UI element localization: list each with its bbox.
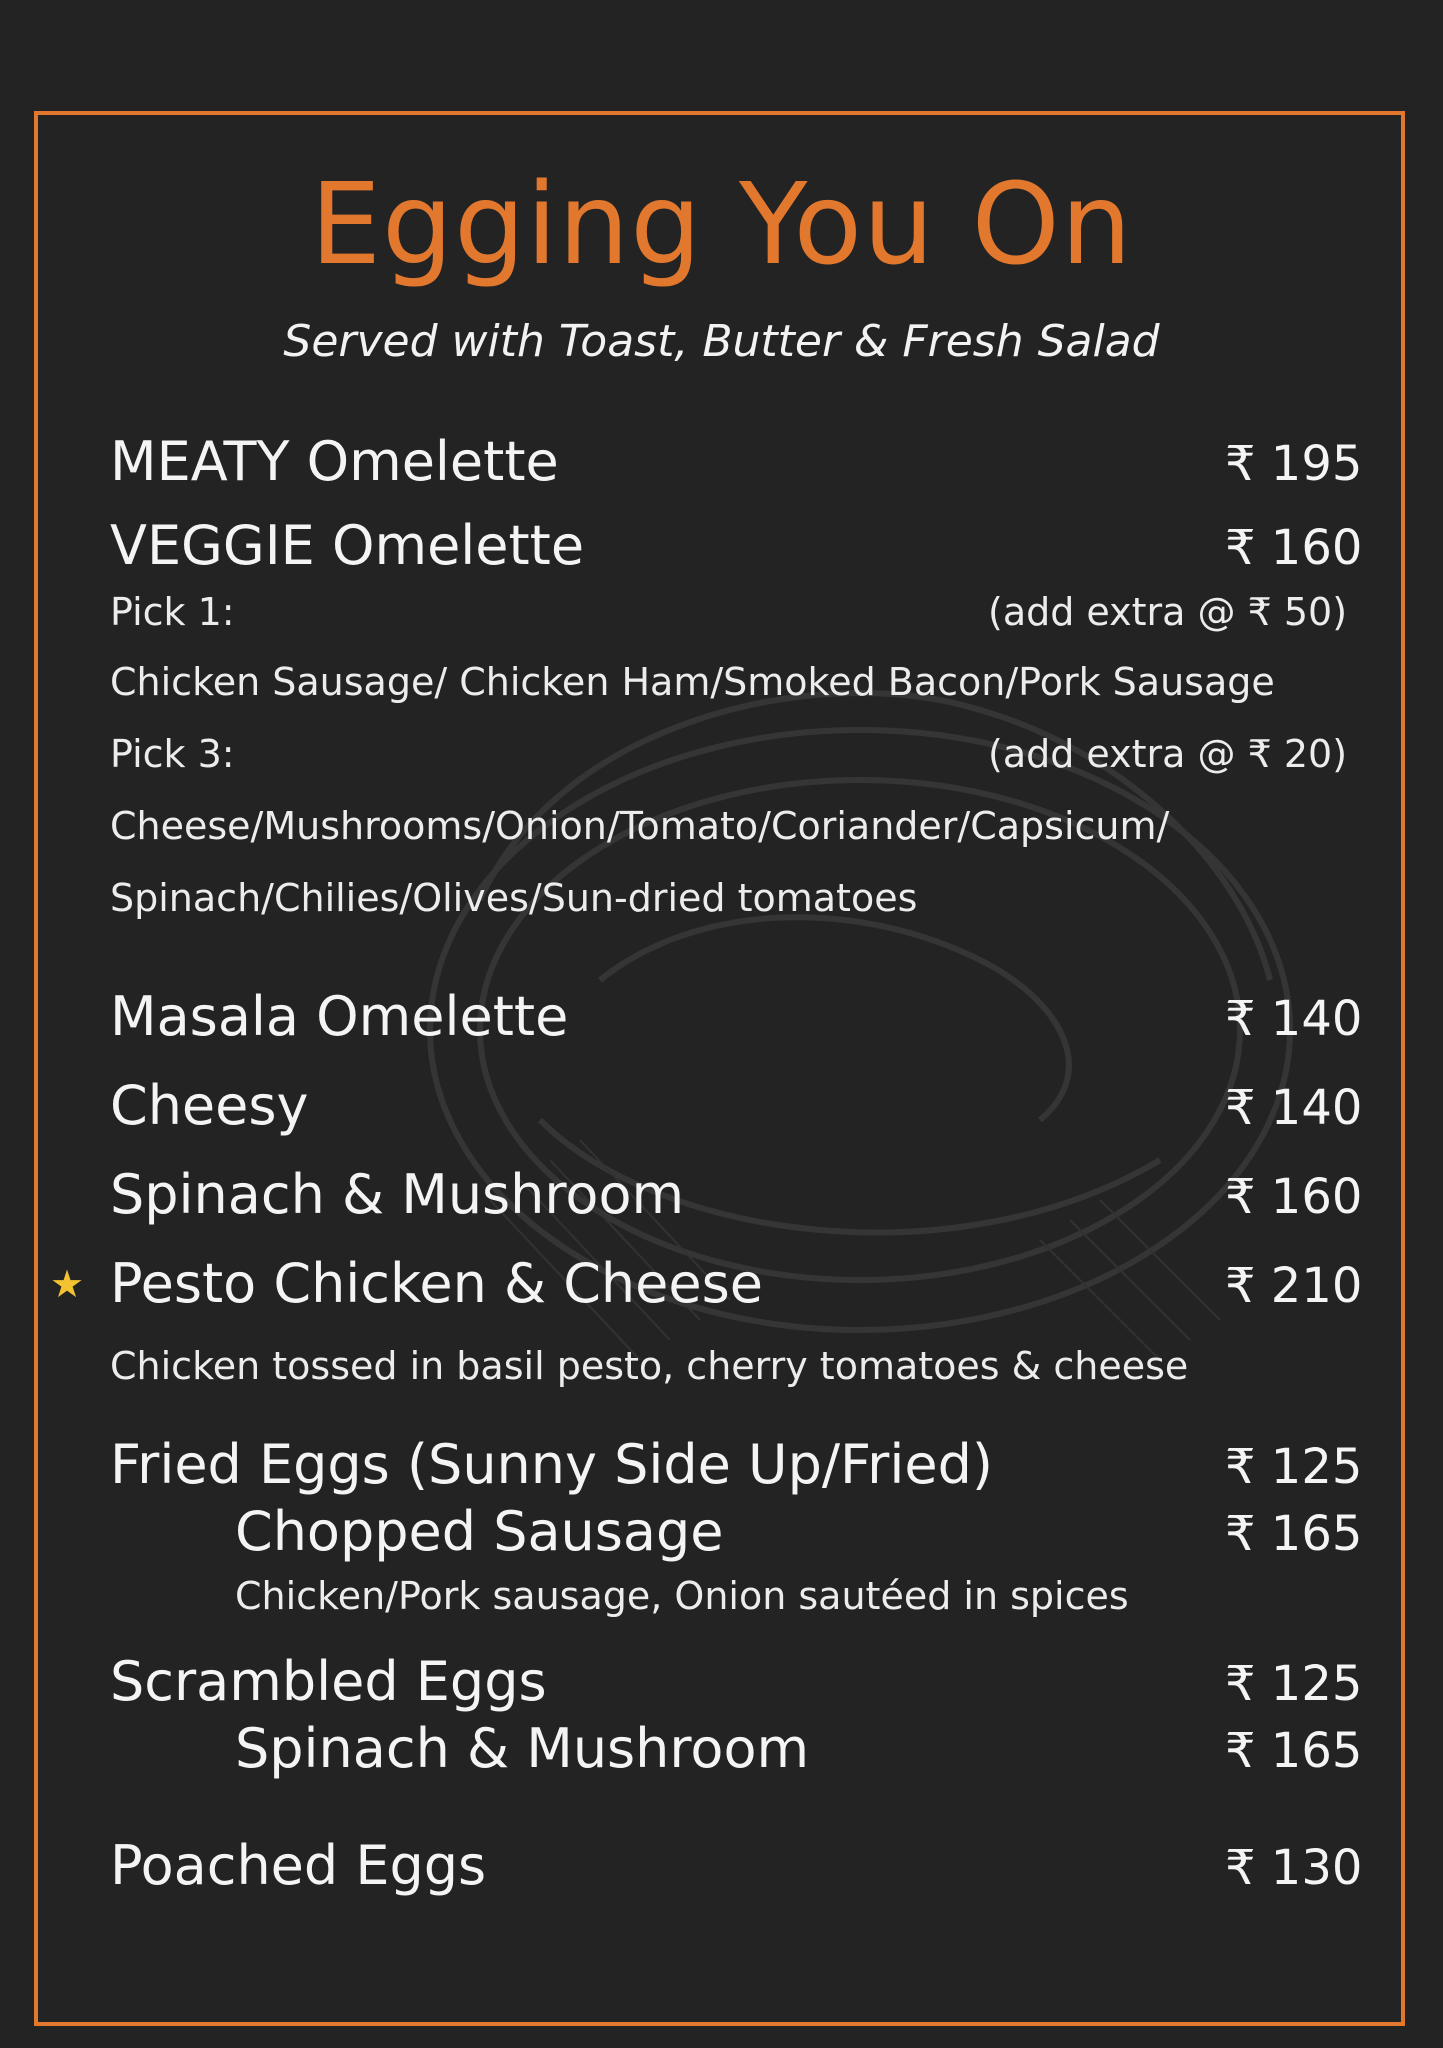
item-scrambled-spinach-mushroom: Spinach & Mushroom: [235, 1717, 810, 1780]
pick3-label: Pick 3:: [110, 732, 235, 776]
pick3-options-line1: Cheese/Mushrooms/Onion/Tomato/Coriander/Capsicum/: [110, 804, 1170, 848]
pick1-options: Chicken Sausage/ Chicken Ham/Smoked Bacon/Pork Sausage: [110, 660, 1275, 704]
page-title: Egging You On: [310, 160, 1133, 290]
item-spinach-mushroom: Spinach & Mushroom: [110, 1163, 685, 1226]
item-poached-eggs: Poached Eggs: [110, 1834, 487, 1897]
price-poached-eggs: ₹ 130: [1225, 1840, 1363, 1896]
page-subtitle: Served with Toast, Butter & Fresh Salad: [283, 316, 1160, 367]
item-pesto-chicken: Pesto Chicken & Cheese: [110, 1252, 763, 1315]
price-scrambled-spinach-mushroom: ₹ 165: [1225, 1723, 1363, 1779]
item-masala-omelette: Masala Omelette: [110, 985, 569, 1048]
price-fried-eggs: ₹ 125: [1225, 1439, 1363, 1495]
price-meaty-omelette: ₹ 195: [1225, 436, 1363, 492]
item-scrambled-eggs: Scrambled Eggs: [110, 1650, 547, 1713]
pesto-description: Chicken tossed in basil pesto, cherry tomatoes & cheese: [110, 1344, 1189, 1388]
pick3-extra: (add extra @ ₹ 20): [988, 732, 1348, 776]
item-chopped-sausage: Chopped Sausage: [235, 1500, 724, 1563]
item-fried-eggs: Fried Eggs (Sunny Side Up/Fried): [110, 1433, 993, 1496]
item-veggie-omelette: VEGGIE Omelette: [110, 514, 585, 577]
item-cheesy: Cheesy: [110, 1074, 309, 1137]
price-spinach-mushroom: ₹ 160: [1225, 1169, 1363, 1225]
price-pesto-chicken: ₹ 210: [1225, 1258, 1363, 1314]
price-veggie-omelette: ₹ 160: [1225, 520, 1363, 576]
pick1-label: Pick 1:: [110, 590, 235, 634]
price-scrambled-eggs: ₹ 125: [1225, 1656, 1363, 1712]
price-cheesy: ₹ 140: [1225, 1080, 1363, 1136]
pick3-options-line2: Spinach/Chilies/Olives/Sun-dried tomatoes: [110, 876, 918, 920]
item-meaty-omelette: MEATY Omelette: [110, 430, 559, 493]
chopped-sausage-description: Chicken/Pork sausage, Onion sautéed in spices: [235, 1574, 1129, 1618]
price-chopped-sausage: ₹ 165: [1225, 1506, 1363, 1562]
pick1-extra: (add extra @ ₹ 50): [988, 590, 1348, 634]
price-masala-omelette: ₹ 140: [1225, 991, 1363, 1047]
star-icon: ★: [50, 1262, 85, 1306]
